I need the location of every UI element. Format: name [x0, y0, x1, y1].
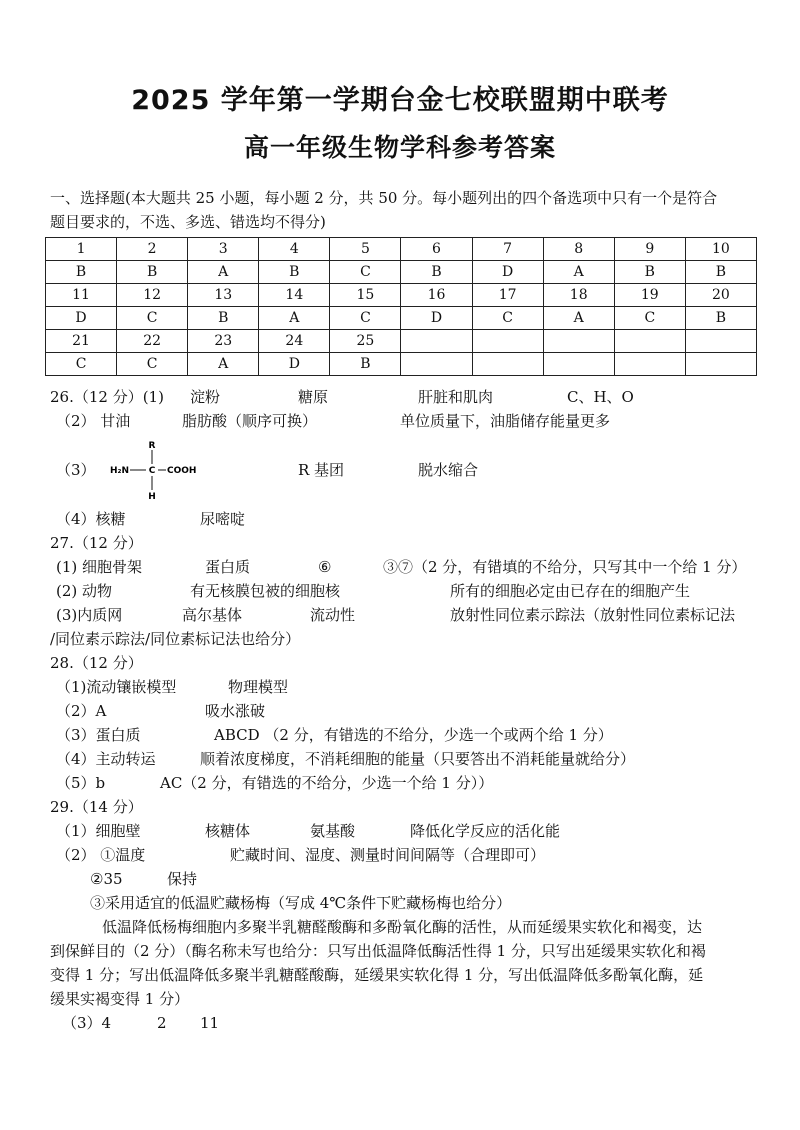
table-cell: 12 — [117, 284, 188, 307]
table-row — [46, 353, 757, 376]
table-cell: B — [401, 261, 472, 284]
q27-header: 27.（12 分） — [50, 534, 143, 552]
struct-amino: H₂N — [110, 466, 130, 476]
q28-l2-label: （2）A — [56, 702, 107, 720]
q29-l4: ③采用适宜的低温贮藏杨梅（写成 4℃条件下贮藏杨梅也给分） — [90, 894, 512, 912]
table-cell — [401, 353, 472, 376]
q28-l5-answer1: AC（2 分，有错选的不给分，少选一个给 1 分）） — [160, 774, 494, 792]
q26-p2-answer2: 单位质量下，油脂储存能量更多 — [400, 412, 611, 430]
q29-para-line2: 到保鲜目的（2 分）（酶名称未写也给分：只写出低温降低酶活性得 1 分，只写出延缓果实软化和褐 — [50, 942, 706, 960]
table-cell: 7 — [472, 238, 543, 261]
table-cell: 19 — [614, 284, 685, 307]
table-cell: B — [685, 307, 756, 330]
q26-p2-label: （2） 甘油 — [56, 412, 131, 430]
table-cell — [472, 353, 543, 376]
q29-l5-label: （3）4 — [62, 1014, 112, 1032]
table-cell: 17 — [472, 284, 543, 307]
q26-p4-answer1: 尿嘧啶 — [200, 510, 246, 528]
q27-l3-answer2: 流动性 — [310, 606, 356, 624]
table-cell: 23 — [188, 330, 259, 353]
q27-l2-answer1: 有无核膜包被的细胞核 — [190, 582, 341, 600]
q29-l1-answer3: 降低化学反应的活化能 — [410, 822, 561, 840]
table-cell: 4 — [259, 238, 330, 261]
q27-l3-answer3: 放射性同位素示踪法（放射性同位素标记法 — [450, 606, 736, 624]
table-cell: B — [685, 261, 756, 284]
table-cell: 15 — [330, 284, 401, 307]
q28-l2-answer1: 吸水涨破 — [205, 702, 266, 720]
page-title: 2025 学年第一学期台金七校联盟期中联考 — [131, 85, 669, 116]
q27-l1-answer3: ③⑦（2 分，有错填的不给分，只写其中一个给 1 分） — [383, 558, 747, 576]
q26-p3-label: （3） — [56, 461, 96, 479]
table-cell: B — [614, 261, 685, 284]
q26-p3-answer1: R 基团 — [298, 461, 345, 479]
q29-l3-answer1: 保持 — [167, 870, 198, 888]
table-cell: 20 — [685, 284, 756, 307]
table-cell: C — [614, 307, 685, 330]
q27-l2-label: (2) 动物 — [56, 582, 113, 600]
q27-l1-answer2: ⑥ — [318, 558, 332, 576]
page-subtitle: 高一年级生物学科参考答案 — [243, 133, 556, 162]
table-cell: 11 — [46, 284, 117, 307]
table-cell: D — [259, 353, 330, 376]
table-cell: A — [259, 307, 330, 330]
table-cell: C — [472, 307, 543, 330]
table-cell: A — [543, 307, 614, 330]
q27-l1-label: (1) 细胞骨架 — [56, 558, 143, 576]
q29-l1-answer1: 核糖体 — [205, 822, 251, 840]
q26-header: 26.（12 分）(1) — [50, 388, 164, 406]
table-cell — [685, 330, 756, 353]
table-cell: 13 — [188, 284, 259, 307]
q26-answer-liver-muscle: 肝脏和肌肉 — [418, 388, 494, 406]
table-cell: B — [259, 261, 330, 284]
table-cell: C — [117, 353, 188, 376]
table-cell: 3 — [188, 238, 259, 261]
q28-l4-label: （4）主动转运 — [56, 750, 156, 768]
table-cell: 22 — [117, 330, 188, 353]
table-cell: 8 — [543, 238, 614, 261]
q26-answer-elements: C、H、O — [567, 388, 634, 406]
table-cell: B — [330, 353, 401, 376]
table-cell: 18 — [543, 284, 614, 307]
table-cell: A — [188, 353, 259, 376]
q27-l2-answer2: 所有的细胞必定由已存在的细胞产生 — [450, 582, 691, 600]
q27-l3-continuation: /同位素示踪法/同位素标记法也给分） — [50, 630, 301, 648]
table-cell: 9 — [614, 238, 685, 261]
table-cell: D — [46, 307, 117, 330]
table-cell: B — [46, 261, 117, 284]
q27-l3-answer1: 高尔基体 — [182, 606, 243, 624]
table-cell: 25 — [330, 330, 401, 353]
q29-l3-label: ②35 — [90, 870, 123, 888]
table-cell: B — [188, 307, 259, 330]
q28-l5-label: （5）b — [56, 774, 106, 792]
table-cell: A — [188, 261, 259, 284]
q27-l1-answer1: 蛋白质 — [205, 558, 251, 576]
table-row — [46, 330, 757, 353]
table-row — [46, 261, 757, 284]
table-cell — [614, 353, 685, 376]
table-cell — [614, 330, 685, 353]
q29-para-line4: 缓果实褐变得 1 分） — [50, 990, 190, 1008]
q29-l5-answer2: 11 — [200, 1014, 220, 1032]
q29-l1-answer2: 氨基酸 — [310, 822, 356, 840]
table-cell: 16 — [401, 284, 472, 307]
section1-intro-line2: 题目要求的，不选、多选、错选均不得分) — [50, 213, 326, 231]
q29-para-line3: 变得 1 分；写出低温降低多聚半乳糖醛酸酶，延缓果实软化得 1 分，写出低温降低多酚氧化酶，延 — [50, 966, 704, 984]
struct-r-group: R — [148, 441, 156, 451]
q28-header: 28.（12 分） — [50, 654, 143, 672]
struct-hydrogen: H — [148, 492, 156, 502]
table-cell: 14 — [259, 284, 330, 307]
q29-l5-answer1: 2 — [157, 1014, 167, 1032]
table-cell — [472, 330, 543, 353]
q28-l3-label: （3）蛋白质 — [56, 726, 141, 744]
table-cell: 21 — [46, 330, 117, 353]
table-row — [46, 284, 757, 307]
section1-intro-line1: 一、选择题(本大题共 25 小题，每小题 2 分，共 50 分。每小题列出的四个备选项中只有一个是符合 — [50, 189, 718, 207]
q26-p2-answer1: 脂肪酸（顺序可换） — [182, 412, 318, 430]
table-cell: 5 — [330, 238, 401, 261]
amino-acid-structure — [110, 440, 200, 502]
table-cell: C — [117, 307, 188, 330]
table-row — [46, 307, 757, 330]
table-cell: C — [330, 261, 401, 284]
q27-l3-label: (3)内质网 — [56, 606, 123, 624]
table-cell: 10 — [685, 238, 756, 261]
struct-carbon: C — [148, 466, 156, 476]
table-cell: 24 — [259, 330, 330, 353]
table-cell: A — [543, 261, 614, 284]
q29-header: 29.（14 分） — [50, 798, 143, 816]
q28-l4-answer1: 顺着浓度梯度，不消耗细胞的能量（只要答出不消耗能量就给分） — [200, 750, 636, 768]
table-cell — [543, 353, 614, 376]
table-cell: 2 — [117, 238, 188, 261]
table-cell — [543, 330, 614, 353]
table-cell: D — [472, 261, 543, 284]
q26-p3-answer2: 脱水缩合 — [418, 461, 479, 479]
table-cell — [685, 353, 756, 376]
table-cell: C — [46, 353, 117, 376]
answer-table — [45, 237, 757, 376]
table-cell: C — [330, 307, 401, 330]
q28-l1: （1)流动镶嵌模型 — [56, 678, 177, 696]
table-row — [46, 238, 757, 261]
q26-answer-starch: 淀粉 — [190, 388, 221, 406]
table-cell: 1 — [46, 238, 117, 261]
q29-l1-label: （1）细胞壁 — [56, 822, 141, 840]
struct-carboxyl: COOH — [167, 466, 197, 476]
table-cell: D — [401, 307, 472, 330]
q28-l1-answer1: 物理模型 — [228, 678, 289, 696]
q26-p4-label: （4）核糖 — [56, 510, 126, 528]
q28-l3-answer1: ABCD （2 分，有错选的不给分，少选一个或两个给 1 分） — [214, 726, 613, 744]
q29-para-line1: 低温降低杨梅细胞内多聚半乳糖醛酸酶和多酚氧化酶的活性，从而延缓果实软化和褐变，达 — [102, 918, 703, 936]
q26-answer-glycogen: 糖原 — [298, 388, 329, 406]
q29-l2-answer1: 贮藏时间、湿度、测量时间间隔等（合理即可） — [230, 846, 546, 864]
q29-l2-label: （2） ①温度 — [56, 846, 146, 864]
table-cell — [401, 330, 472, 353]
table-cell: 6 — [401, 238, 472, 261]
table-cell: B — [117, 261, 188, 284]
